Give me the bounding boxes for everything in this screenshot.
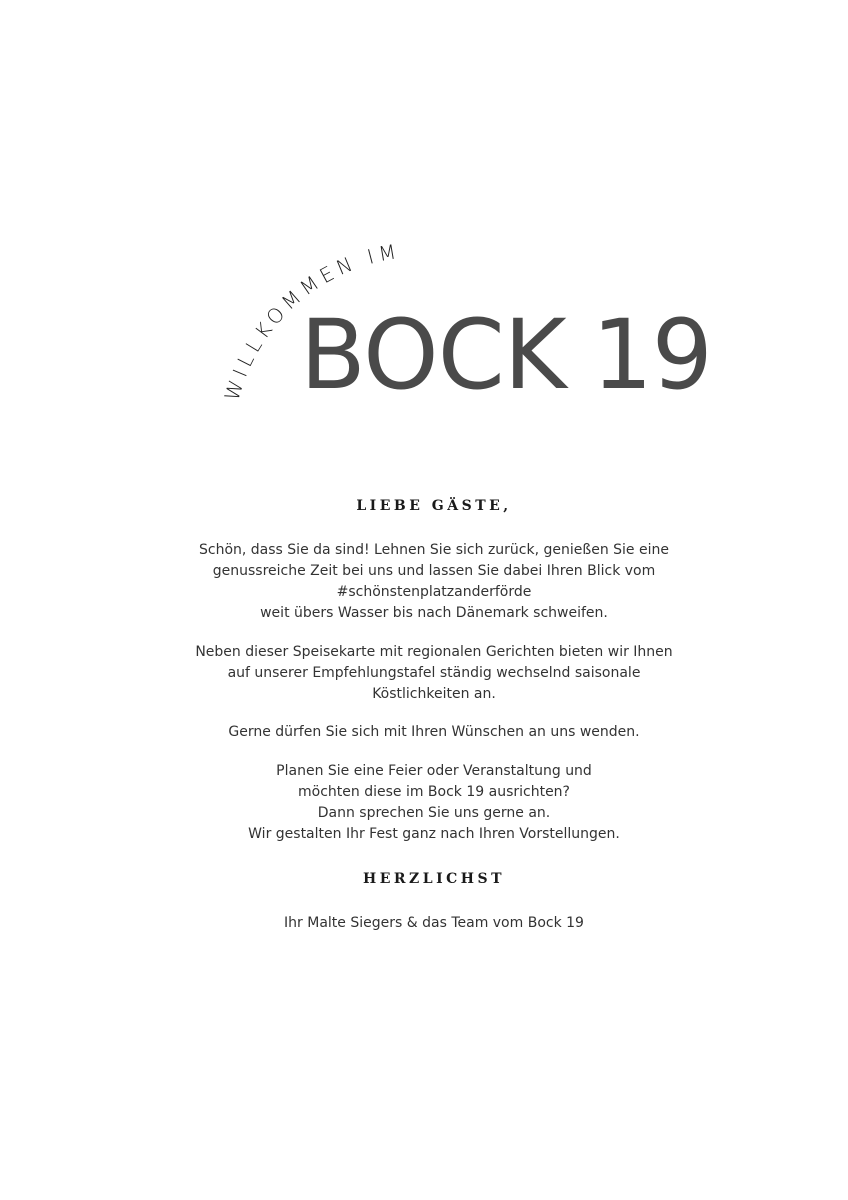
closing-heading: HERZLICHST [362, 871, 506, 887]
paragraph-line: möchten diese im Bock 19 ausrichten? [298, 784, 570, 800]
brand-number: 19 [591, 299, 712, 411]
paragraph-line: Planen Sie eine Feier oder Veranstaltung und [276, 763, 592, 779]
paragraph-line: Köstlichkeiten an. [372, 686, 496, 702]
brand-name: BOCK [300, 299, 566, 411]
paragraph-line: Schön, dass Sie da sind! Lehnen Sie sich zurück, genießen Sie eine [199, 542, 669, 558]
welcome-letter [174, 498, 694, 934]
paragraph-line: auf unserer Empfehlungstafel ständig wechselnd saisonale [227, 665, 641, 681]
paragraph-events [174, 761, 694, 845]
welcome-arc-textpath: WILLKOMMEN IM [219, 238, 403, 404]
paragraph-intro [174, 540, 694, 624]
paragraph-line: Gerne dürfen Sie sich mit Ihren Wünschen an uns wenden. [228, 724, 640, 740]
paragraph-menu [174, 642, 694, 705]
signature: Ihr Malte Siegers & das Team vom Bock 19 [284, 915, 584, 931]
greeting-heading: LIEBE GÄSTE, [356, 498, 512, 514]
restaurant-logo [300, 300, 712, 410]
paragraph-line: genussreiche Zeit bei uns und lassen Sie dabei Ihren Blick vom [212, 563, 656, 579]
paragraph-line: Wir gestalten Ihr Fest ganz nach Ihren Vorstellungen. [248, 826, 620, 842]
paragraph-line: weit übers Wasser bis nach Dänemark schweifen. [260, 605, 608, 621]
paragraph-line: Dann sprechen Sie uns gerne an. [317, 805, 551, 821]
paragraph-wishes [174, 722, 694, 743]
hashtag-line: #schönstenplatzanderförde [336, 584, 532, 600]
paragraph-line: Neben dieser Speisekarte mit regionalen Gerichten bieten wir Ihnen [195, 644, 673, 660]
